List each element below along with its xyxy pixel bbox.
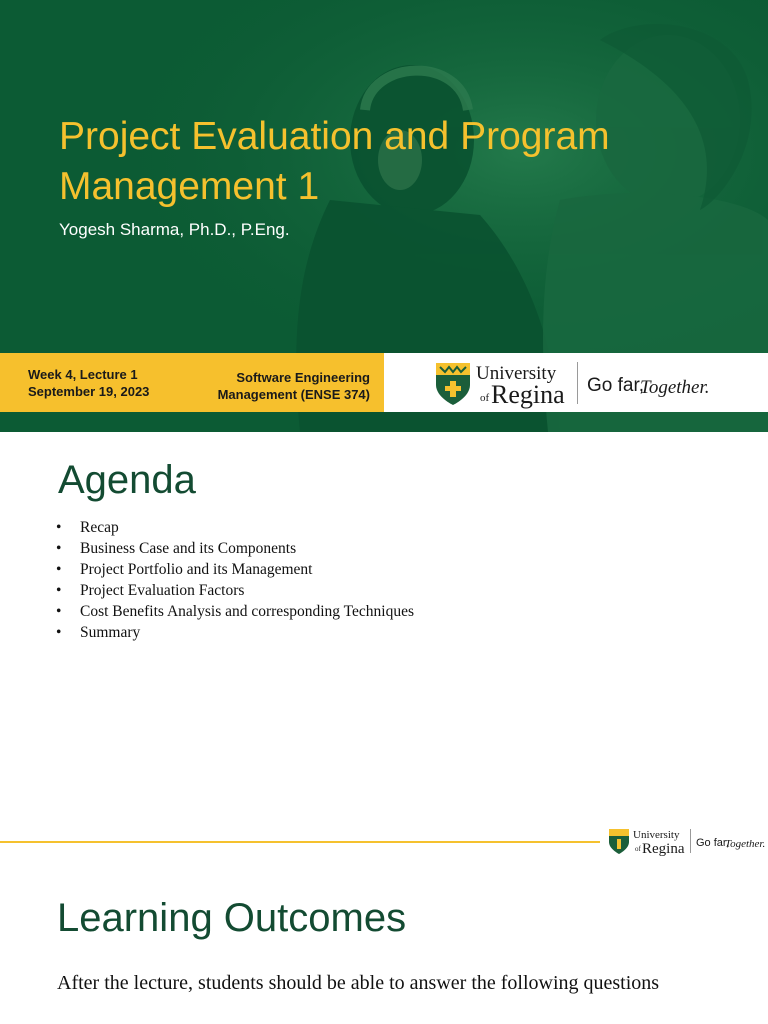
logo-university-text: University <box>476 363 557 384</box>
presentation-title: Project Evaluation and Program Management 1 <box>59 115 610 208</box>
logo-regina-text: Regina <box>642 841 685 857</box>
info-band-logo-area <box>384 353 768 412</box>
logo-of-text: of <box>635 845 641 853</box>
info-band-yellow <box>0 353 384 412</box>
slogan-text-1: Go far, <box>696 837 730 849</box>
slogan-text-2: Together. <box>640 377 710 398</box>
learning-outcomes-intro: After the lecture, students should be able to answer the following questions <box>57 972 660 994</box>
agenda-item <box>56 622 414 643</box>
agenda-item-text: Project Evaluation Factors <box>80 582 245 599</box>
bullet-icon: • <box>56 561 62 578</box>
bullet-icon: • <box>56 624 62 641</box>
agenda-item-text: Business Case and its Components <box>80 540 297 557</box>
bullet-icon: • <box>56 519 62 536</box>
university-of-regina-small-logo <box>608 827 766 857</box>
lecture-date: September 19, 2023 <box>28 384 150 399</box>
logo-of-text: of <box>480 392 490 404</box>
footer-divider <box>0 841 600 843</box>
agenda-slide <box>0 432 768 842</box>
bullet-icon: • <box>56 540 62 557</box>
logo-regina-text: Regina <box>491 380 565 409</box>
bullet-icon: • <box>56 603 62 620</box>
agenda-list <box>56 517 414 643</box>
bullet-icon: • <box>56 582 62 599</box>
course-meta <box>218 369 370 403</box>
course-line-1: Software Engineering <box>236 370 370 385</box>
course-line-2: Management (ENSE 374) <box>217 387 370 402</box>
agenda-item <box>56 517 414 538</box>
agenda-item-text: Recap <box>80 519 119 536</box>
author-name: Yogesh Sharma, Ph.D., P.Eng. <box>59 220 290 239</box>
title-slide <box>0 0 768 432</box>
lecture-meta <box>28 366 149 400</box>
agenda-item-text: Project Portfolio and its Management <box>80 561 313 578</box>
slogan-text-2: Together. <box>725 838 766 850</box>
agenda-item-text: Cost Benefits Analysis and corresponding Techniques <box>80 603 414 620</box>
agenda-item <box>56 601 414 622</box>
logo-university-text: University <box>633 829 680 841</box>
info-band <box>0 353 768 412</box>
agenda-item <box>56 538 414 559</box>
agenda-item-text: Summary <box>80 624 141 641</box>
slogan-text-1: Go far, <box>587 375 645 396</box>
university-of-regina-logo <box>436 359 746 407</box>
agenda-item <box>56 580 414 601</box>
learning-outcomes-heading: Learning Outcomes <box>57 896 407 940</box>
week-lecture: Week 4, Lecture 1 <box>28 367 138 382</box>
agenda-heading: Agenda <box>58 458 196 502</box>
agenda-item <box>56 559 414 580</box>
